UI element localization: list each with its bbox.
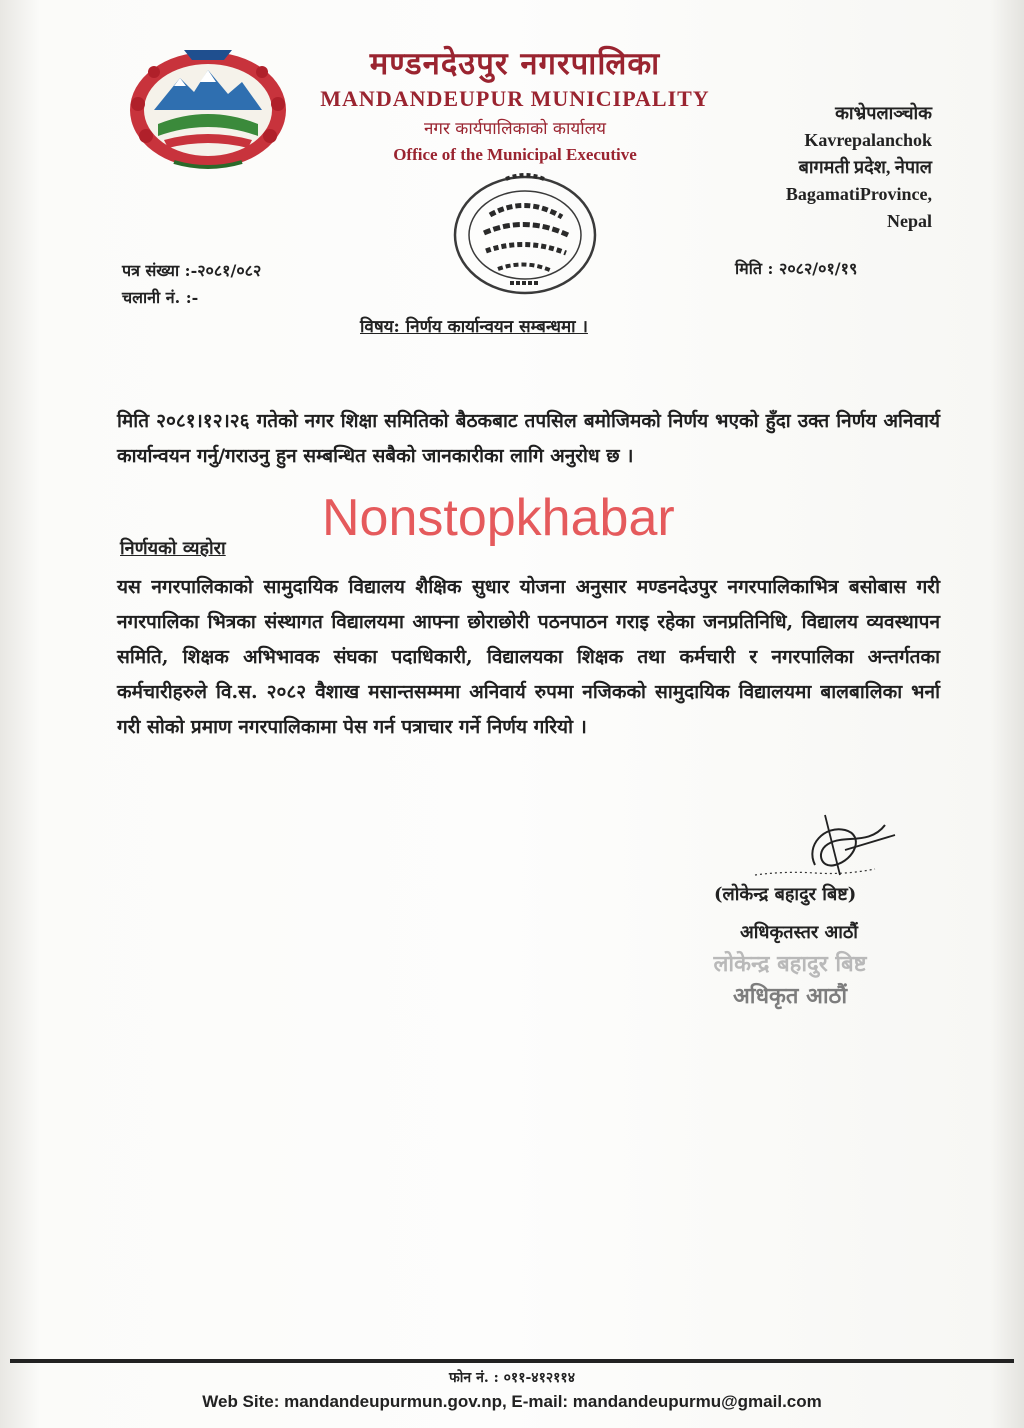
letter-date: मिति : २०८२/०१/१९ [735, 259, 858, 278]
office-name-nepali: नगर कार्यपालिकाको कार्यालय [423, 119, 607, 139]
official-stamp [440, 155, 610, 305]
signatory-name: (लोकेन्द्र बहादुर बिष्ट) [714, 884, 857, 905]
reference-block [122, 257, 261, 311]
address-province-nepali: बागमती प्रदेश, नेपाल [798, 157, 932, 177]
reference-number: पत्र संख्या :-२०८१/०८२ [122, 261, 262, 280]
office-address [786, 100, 932, 235]
address-district-nepali: काभ्रेपलाञ्चोक [835, 103, 932, 123]
address-country: Nepal [887, 211, 932, 231]
intro-paragraph: मिति २०८१।१२।२६ गतेको नगर शिक्षा समितिको बैठकबाट तपसिल बमोजिमको निर्णय भएको हुँदा उक्त निर्णय अनिवार्य कार्यान्वयन गर्नु/गराउनु हुन सम्बन्धित सबैको जानकारीका लागि अनुरोध छ । [117, 410, 940, 467]
office-name-english: Office of the Municipal Executive [393, 145, 637, 164]
footer-phone: फोन नं. : ०११-४१२११४ [449, 1370, 575, 1386]
footer-website-email: Web Site: mandandeupurmun.gov.np, E-mail: mandandeupurmu@gmail.com [202, 1392, 822, 1411]
municipality-name-english: MANDANDEUPUR MUNICIPALITY [320, 86, 710, 111]
municipality-name-nepali: मण्डनदेउपुर नगरपालिका [369, 46, 661, 82]
decision-paragraph: यस नगरपालिकाको सामुदायिक विद्यालय शैक्षिक सुधार योजना अनुसार मण्डनदेउपुर नगरपालिकाभित्र बसोबास गरी नगरपालिका भित्रका संस्थागत विद्यालयमा आफ्ना छोराछोरी पठनपाठन गराइ रहेका जनप्रतिनिधि, विद्यालय व्यवस्थापन समिति, शिक्षक अभिभावक संघका पदाधिकारी, विद्यालयका शिक्षक तथा कर्मचारी र नगरपालिका अन्तर्गतका कर्मचारीहरुले वि.स. २०८२ वैशाख मसान्तसम्ममा अनिवार्य रुपमा नजिकको सामुदायिक विद्यालयमा बालबालिका भर्ना गरी सोको प्रमाण नगरपालिकामा पेस गर्न पत्राचार गर्ने निर्णय गरियो । [117, 576, 940, 738]
letter-subject: विषय: निर्णय कार्यान्वयन सम्बन्धमा । [360, 317, 588, 337]
signatory-stamp-name: लोकेन्द्र बहादुर बिष्ट [713, 951, 867, 977]
address-province-english: BagamatiProvince, [785, 184, 932, 204]
decision-heading: निर्णयको व्यहोरा [120, 538, 226, 559]
signatory-stamp-title: अधिकृत आठौं [732, 983, 848, 1009]
address-district-english: Kavrepalanchok [804, 130, 932, 150]
signatory-stamp [690, 948, 890, 1012]
footer-divider [10, 1359, 1014, 1363]
dispatch-number: चलानी नं. :- [122, 288, 199, 307]
nepal-emblem-logo [124, 44, 292, 172]
watermark: Nonstopkhabar [322, 489, 675, 547]
signatory-title: अधिकृतस्तर आठौं [740, 922, 858, 943]
